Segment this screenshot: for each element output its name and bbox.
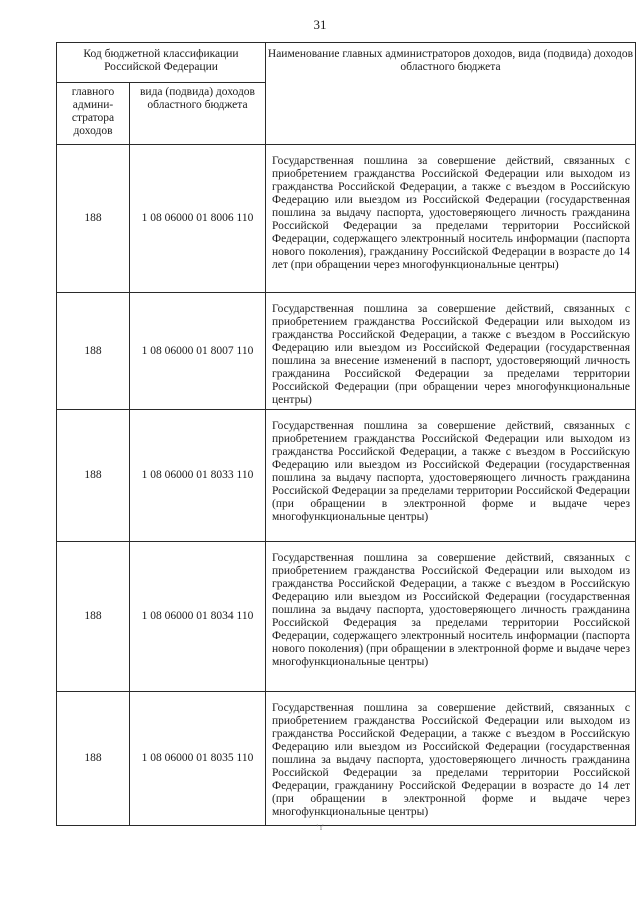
revenue-name-cell: Государственная пошлина за совершение действий, связанных с приобретением гражданства Российской Федерации или выходом из гражданства Российской Федерации, а также с въездом в Российскую Федерацию или выездом из Российской Федерации (государственная пошлина за выдачу паспорта, удостоверяющего личность гражданина Российской Федерация за пределами территории Российской Федерации, содержащего электронный носитель информации (паспорта нового поколения) (при обращении в электронной форме и выдаче через многофункциональные центры) [266, 542, 636, 692]
revenue-name-cell: Государственная пошлина за совершение действий, связанных с приобретением гражданства Российской Федерации или выходом из гражданства Российской Федерации, а также с въездом в Российскую Федерацию или выездом из Российской Федерации (государственная пошлина за внесение изменений в паспорт, удостоверяющий личность гражданина Российской Федерации за пределами территории Российской Федерации (при обращении через многофункциональные центры) [266, 293, 636, 410]
table-row [57, 145, 636, 293]
page-number: 31 [313, 17, 327, 32]
table-row [57, 542, 636, 692]
revenue-code-cell: 1 08 06000 01 8034 110 [130, 542, 266, 692]
revenue-name-cell: Государственная пошлина за совершение действий, связанных с приобретением гражданства Российской Федерации или выходом из гражданства Российской Федерации, а также с въездом в Российскую Федерацию или выездом из Российской Федерации (государственная пошлина за выдачу паспорта, удостоверяющего личность гражданина Российской Федерации за пределами территории Российской Федерации, гражданину Российской Федерации в возрасте до 14 лет (при обращении в электронной форме и выдаче через многофункциональные центры) [266, 692, 636, 826]
revenue-name-cell: Государственная пошлина за совершение действий, связанных с приобретением гражданства Российской Федерации или выходом из гражданства Российской Федерации, а также с въездом в Российскую Федерацию или выездом из Российской Федерации (государственная пошлина за выдачу паспорта, удостоверяющего личность гражданина Российской Федерации за пределами территории Российской Федерации (при обращении в электронной форме и выдаче через многофункциональные центры) [266, 410, 636, 542]
admin-code-cell: 188 [57, 692, 130, 826]
header-row-top [57, 43, 636, 83]
table-row [57, 692, 636, 826]
table-row [57, 410, 636, 542]
table-row [57, 293, 636, 410]
revenue-code-cell: 1 08 06000 01 8033 110 [130, 410, 266, 542]
budget-classification-table [56, 42, 636, 826]
admin-code-cell: 188 [57, 410, 130, 542]
header-admin-column: главного админи-стратора доходов [57, 83, 130, 145]
header-code-group: Код бюджетной классификации Российской Федерации [57, 43, 266, 83]
revenue-code-cell: 1 08 06000 01 8035 110 [130, 692, 266, 826]
header-name-column: Наименование главных администраторов доходов, вида (подвида) доходов областного бюджета [266, 43, 636, 145]
revenue-code-cell: 1 08 06000 01 8006 110 [130, 145, 266, 293]
admin-code-cell: 188 [57, 293, 130, 410]
header-type-column: вида (подвида) доходов областного бюджета [130, 83, 266, 145]
footer-scan-mark: ' ı' [316, 823, 324, 832]
revenue-name-cell: Государственная пошлина за совершение действий, связанных с приобретением гражданства Российской Федерации или выходом из гражданства Российской Федерации, а также с въездом в Российскую Федерацию или выездом из Российской Федерации (государственная пошлина за выдачу паспорта, удостоверяющего личность гражданина Российской Федерации за пределами территории Российской Федерации, содержащего электронный носитель информации (паспорта нового поколения), гражданину Российской Федерации в возрасте до 14 лет (при обращении через многофункциональные центры) [266, 145, 636, 293]
revenue-code-cell: 1 08 06000 01 8007 110 [130, 293, 266, 410]
admin-code-cell: 188 [57, 542, 130, 692]
admin-code-cell: 188 [57, 145, 130, 293]
